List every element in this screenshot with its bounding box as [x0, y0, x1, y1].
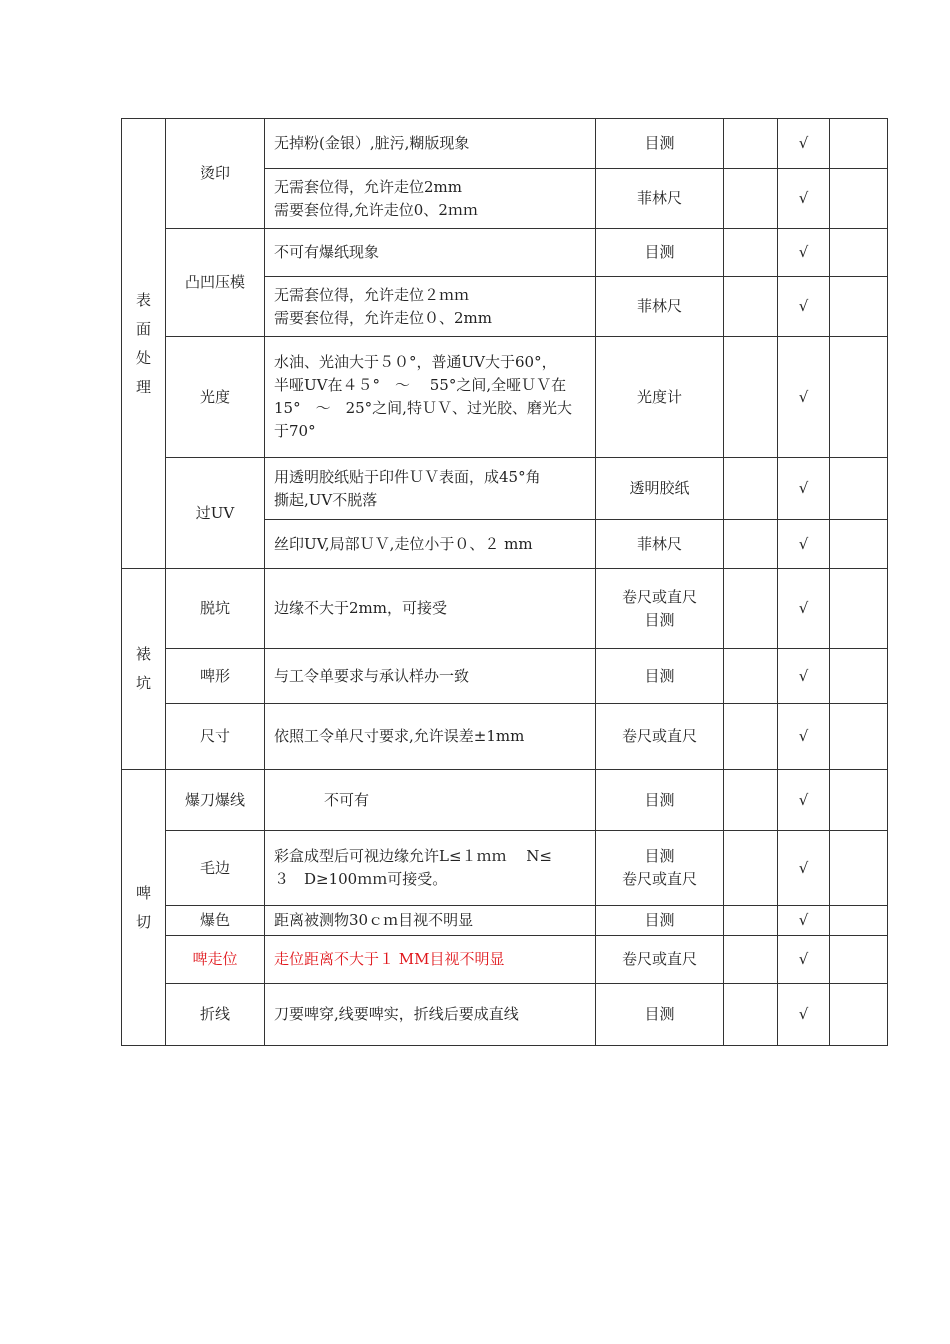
- tool: 菲林尺: [596, 169, 724, 229]
- blank-cell: [724, 229, 778, 277]
- requirement: 用透明胶纸贴于印件ＵＶ表面，成45°角 撕起,UV不脱落: [265, 458, 596, 520]
- item-gloss: 光度: [166, 337, 265, 458]
- check-mark: √: [778, 337, 830, 458]
- category-surface-treatment: 表 面 处 理: [122, 119, 166, 569]
- category-die-cutting: 啤 切: [122, 770, 166, 1046]
- requirement: 距离被测物30ｃｍ目视不明显: [265, 906, 596, 936]
- requirement: 不可有爆纸现象: [265, 229, 596, 277]
- tool: 菲林尺: [596, 520, 724, 569]
- item-hot-stamping: 烫印: [166, 119, 265, 229]
- blank-cell: [724, 906, 778, 936]
- blank-cell: [724, 704, 778, 770]
- requirement: 依照工令单尺寸要求,允许误差±1mm: [265, 704, 596, 770]
- blank-cell: [830, 520, 888, 569]
- blank-cell: [830, 337, 888, 458]
- check-mark: √: [778, 569, 830, 649]
- category-lamination: 裱 坑: [122, 569, 166, 770]
- tool: 目测 卷尺或直尺: [596, 831, 724, 906]
- blank-cell: [724, 458, 778, 520]
- table-row: [122, 770, 888, 831]
- check-mark: √: [778, 277, 830, 337]
- check-mark: √: [778, 458, 830, 520]
- requirement: 走位距离不大于１ MM目视不明显: [265, 936, 596, 984]
- blank-cell: [724, 649, 778, 704]
- requirement: 水油、光油大于５０°，普通UV大于60°， 半哑UV在４５° ～ 55°之间,全哑ＵＶ在 15° ～ 25°之间,特ＵＶ、过光胶、磨光大 于70°: [265, 337, 596, 458]
- check-mark: √: [778, 770, 830, 831]
- check-mark: √: [778, 169, 830, 229]
- check-mark: √: [778, 984, 830, 1046]
- check-mark: √: [778, 906, 830, 936]
- blank-cell: [830, 458, 888, 520]
- blank-cell: [724, 337, 778, 458]
- table-row: [122, 119, 888, 169]
- blank-cell: [830, 277, 888, 337]
- item-die-shape: 啤形: [166, 649, 265, 704]
- table-row: [122, 458, 888, 520]
- inspection-table: [121, 118, 888, 1046]
- tool: 卷尺或直尺 目测: [596, 569, 724, 649]
- check-mark: √: [778, 704, 830, 770]
- blank-cell: [830, 704, 888, 770]
- item-emboss: 凸凹压模: [166, 229, 265, 337]
- blank-cell: [724, 119, 778, 169]
- blank-cell: [830, 936, 888, 984]
- check-mark: √: [778, 649, 830, 704]
- table-row: [122, 984, 888, 1046]
- blank-cell: [830, 569, 888, 649]
- blank-cell: [830, 229, 888, 277]
- check-mark: √: [778, 936, 830, 984]
- check-mark: √: [778, 229, 830, 277]
- blank-cell: [830, 119, 888, 169]
- requirement: 彩盒成型后可视边缘允许L≤１ｍｍ N≤ ３ D≥100ｍｍ可接受。: [265, 831, 596, 906]
- requirement: 不可有: [265, 770, 596, 831]
- check-mark: √: [778, 520, 830, 569]
- item-burr: 毛边: [166, 831, 265, 906]
- blank-cell: [830, 649, 888, 704]
- check-mark: √: [778, 831, 830, 906]
- requirement: 无需套位得，允许走位２ｍｍ 需要套位得，允许走位０、2mm: [265, 277, 596, 337]
- tool: 目测: [596, 229, 724, 277]
- table-row: [122, 569, 888, 649]
- blank-cell: [724, 984, 778, 1046]
- blank-cell: [830, 169, 888, 229]
- blank-cell: [724, 169, 778, 229]
- requirement: 刀要啤穿,线要啤实，折线后要成直线: [265, 984, 596, 1046]
- tool: 透明胶纸: [596, 458, 724, 520]
- table-row: [122, 704, 888, 770]
- blank-cell: [724, 831, 778, 906]
- tool: 目测: [596, 906, 724, 936]
- blank-cell: [724, 520, 778, 569]
- blank-cell: [830, 984, 888, 1046]
- item-color-burst: 爆色: [166, 906, 265, 936]
- tool: 光度计: [596, 337, 724, 458]
- table-row: [122, 831, 888, 906]
- tool: 目测: [596, 119, 724, 169]
- item-fold-line: 折线: [166, 984, 265, 1046]
- table-row: [122, 906, 888, 936]
- table-row: [122, 229, 888, 277]
- tool: 卷尺或直尺: [596, 704, 724, 770]
- table-row: [122, 337, 888, 458]
- blank-cell: [724, 277, 778, 337]
- tool: 目测: [596, 649, 724, 704]
- requirement: 边缘不大于2mm，可接受: [265, 569, 596, 649]
- item-delamination: 脱坑: [166, 569, 265, 649]
- table-row: [122, 936, 888, 984]
- requirement: 无掉粉(金银）,脏污,糊版现象: [265, 119, 596, 169]
- tool: 目测: [596, 984, 724, 1046]
- blank-cell: [724, 936, 778, 984]
- tool: 卷尺或直尺: [596, 936, 724, 984]
- check-mark: √: [778, 119, 830, 169]
- blank-cell: [724, 569, 778, 649]
- item-blade-burst: 爆刀爆线: [166, 770, 265, 831]
- item-uv-coating: 过UV: [166, 458, 265, 569]
- requirement: 丝印UV,局部ＵＶ,走位小于０、２ mm: [265, 520, 596, 569]
- blank-cell: [830, 831, 888, 906]
- requirement: 与工令单要求与承认样办一致: [265, 649, 596, 704]
- tool: 目测: [596, 770, 724, 831]
- item-die-misregistration: 啤走位: [166, 936, 265, 984]
- item-dimension: 尺寸: [166, 704, 265, 770]
- blank-cell: [830, 906, 888, 936]
- blank-cell: [724, 770, 778, 831]
- tool: 菲林尺: [596, 277, 724, 337]
- table-row: [122, 649, 888, 704]
- requirement: 无需套位得，允许走位2mm 需要套位得,允许走位0、2ｍｍ: [265, 169, 596, 229]
- blank-cell: [830, 770, 888, 831]
